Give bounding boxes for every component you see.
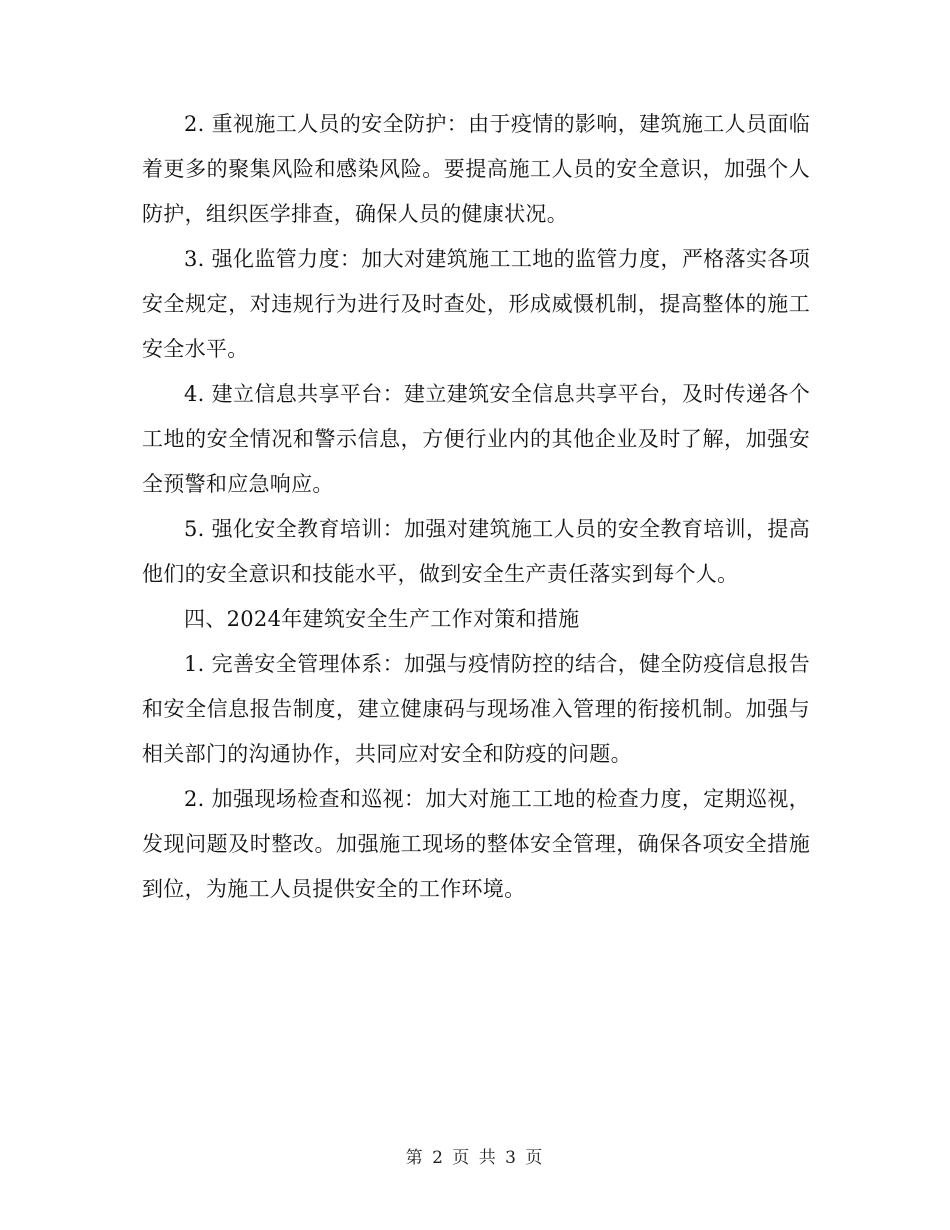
section-heading: 四、2024年建筑安全生产工作对策和措施: [184, 607, 580, 631]
section-paragraph-2: 2. 加强现场检查和巡视：加大对施工工地的检查力度，定期巡视，发现问题及时整改。加强施工现场的整体安全管理，确保各项安全措施到位，为施工人员提供安全的工作环境。: [142, 787, 810, 901]
paragraph-item-5: 5. 强化安全教育培训：加强对建筑施工人员的安全教育培训，提高他们的安全意识和技能水平，做到安全生产责任落实到每个人。: [142, 517, 810, 586]
paragraph-item-2: 2. 重视施工人员的安全防护：由于疫情的影响，建筑施工人员面临着更多的聚集风险和感染风险。要提高施工人员的安全意识，加强个人防护，组织医学排查，确保人员的健康状况。: [142, 112, 810, 226]
page-number-footer: 第 2 页 共 3 页: [405, 1148, 545, 1168]
paragraph-item-4: 4. 建立信息共享平台：建立建筑安全信息共享平台，及时传递各个工地的安全情况和警示信息，方便行业内的其他企业及时了解，加强安全预警和应急响应。: [142, 382, 810, 496]
paragraph-item-3: 3. 强化监管力度：加大对建筑施工工地的监管力度，严格落实各项安全规定，对违规行为进行及时查处，形成威慑机制，提高整体的施工安全水平。: [142, 247, 810, 361]
section-paragraph-1: 1. 完善安全管理体系：加强与疫情防控的结合，健全防疫信息报告和安全信息报告制度，建立健康码与现场准入管理的衔接机制。加强与相关部门的沟通协作，共同应对安全和防疫的问题。: [142, 652, 810, 766]
document-body: [142, 102, 810, 912]
